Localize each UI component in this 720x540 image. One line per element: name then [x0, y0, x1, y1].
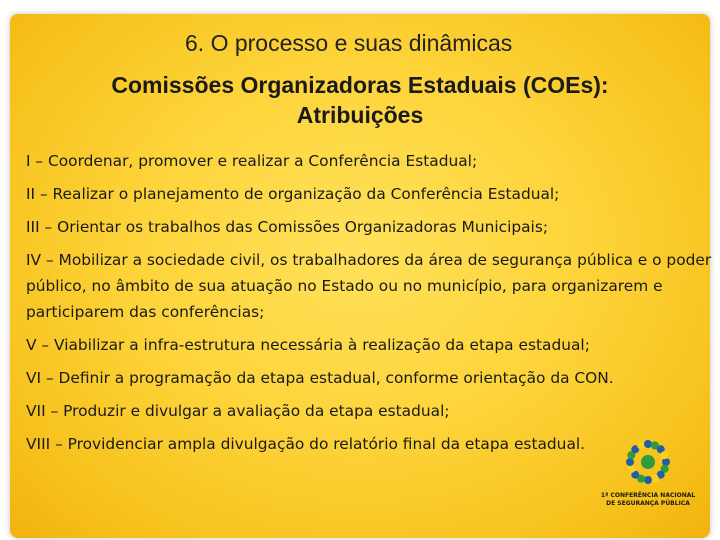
slide-subtitle [0, 70, 720, 130]
logo-caption [598, 492, 698, 508]
list-item: VIII – Providenciar ampla divulgação do relatório final da etapa estadual. [26, 435, 586, 453]
logo-dot [644, 476, 652, 484]
logo-dot [644, 440, 652, 448]
logo-caption-line-1: 1ª CONFERÊNCIA NACIONAL [600, 492, 696, 499]
list-item: IV – Mobilizar a sociedade civil, os trabalhadores da área de segurança pública e o poder público, no âmbito de sua atuação no Estado ou no município, para organizarem e participarem das conferências; [26, 251, 712, 321]
logo-dot [637, 441, 645, 449]
list-item: I – Coordenar, promover e realizar a Conferência Estadual; [26, 152, 478, 170]
list-item: V – Viabilizar a infra-estrutura necessária à realização da etapa estadual; [26, 336, 590, 354]
list-item: VII – Produzir e divulgar a avaliação da etapa estadual; [26, 402, 450, 420]
logo-dot [651, 475, 659, 483]
logo-dot [662, 458, 670, 466]
list-item: II – Realizar o planejamento de organização da Conferência Estadual; [26, 185, 560, 203]
attributions-list [26, 148, 712, 464]
logo-caption-line-2: DE SEGURANÇA PÚBLICA [606, 500, 690, 507]
subtitle-line-2: Atribuições [296, 102, 424, 128]
logo-dot [626, 458, 634, 466]
logo-dot [661, 451, 669, 459]
logo-dot [627, 465, 635, 473]
slide-title: 6. O processo e suas dinâmicas [185, 30, 513, 56]
list-item: VI – Definir a programação da etapa estadual, conforme orientação da CON. [26, 369, 614, 387]
subtitle-line-1: Comissões Organizadoras Estaduais (COEs): [111, 72, 609, 98]
list-item: III – Orientar os trabalhos das Comissões Organizadoras Municipais; [26, 218, 549, 236]
